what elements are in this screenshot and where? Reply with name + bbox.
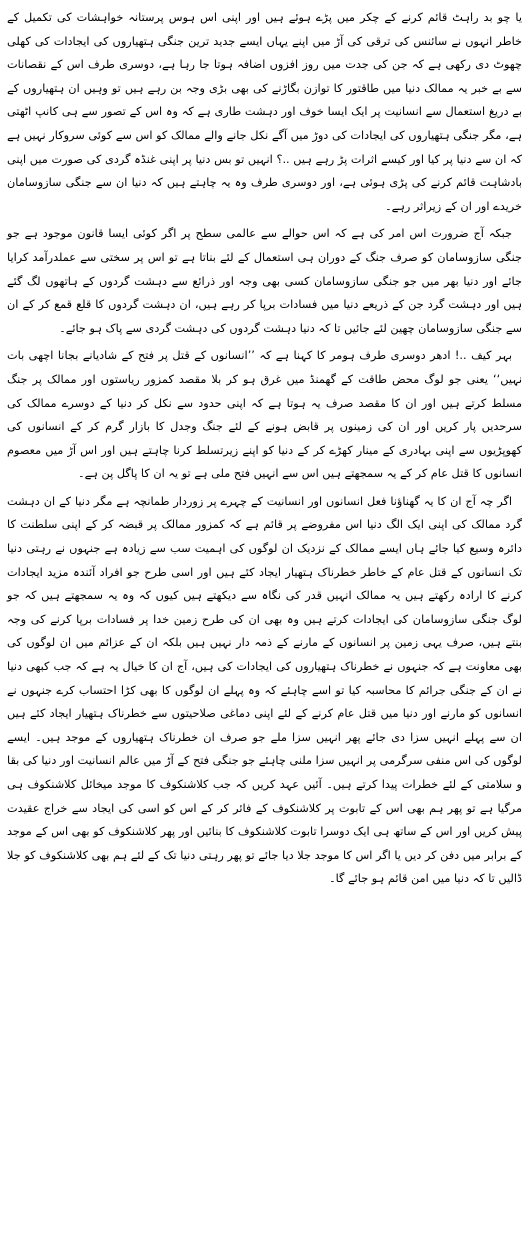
paragraph-4: اگر چہ آج ان کا یہ گھناؤنا فعل انسانوں اور انسانیت کے چہرے پر زوردار طمانچہ ہے مگر دنیا کے ان دہشت گرد ممالک کی اپنی ایک الگ دنیا اس مفروضے پر قائم ہے کہ کمزور ممالک پر قبضہ کر کے اپنی سلطنت کا دائرہ وسیع کیا جائے ہاں ایسے ممالک کے نزدیک ان لوگوں کی اہمیت سب سے زیادہ ہے جنہوں نے رہتی دنیا تک انسانوں کے قتل عام کے خاطر خطرناک ہتھیار ایجاد کئے ہیں اور اسی طرح جو افراد آئندہ مزید ایجادات کرنے کا ارادہ رکھتے ہیں یہ ممالک انہیں قدر کی نگاہ سے دیکھتے ہیں کیوں کہ وہ یہ سمجھتے ہیں کہ جو لوگ جنگی سازوسامان کی ایجادات کرتے ہیں وہ بھی ان کی طرح زمین خدا پر فسادات برپا کرنے کی وجہ بنتے ہیں، صرف یہی زمین پر انسانوں کے مارنے کے ذمہ دار نہیں ہیں بلکہ ان کے عزائم میں ان لوگوں کی بھی معاونت ہے کہ جنہوں نے خطرناک ہتھیاروں کی ایجادات کی ہیں، آج ان کا خیال یہ ہے کہ جب کبھی دنیا نے ان کے جنگی جرائم کا محاسبہ کیا تو اسے چاہئے کہ وہ پہلے ان لوگوں کا بھی کڑا احتساب کرے جنہوں نے انسانوں کو مارنے اور دنیا میں قتل عام کرنے کے لئے اپنی دماغی صلاحیتوں سے خطرناک ہتھیار ایجاد کئے ہیں ان سے پہلے انہیں سزا دی جائے پھر انہیں سزا ملے جو صرف ان خطرناک ہتھیاروں کے موجد ہیں۔ ایسے لوگوں کی اس منفی سرگرمی پر انہیں سزا ملنی چاہئے جو جنگی فتح کے آڑ میں عالم انسانیت اور دنیا کی بقا و سلامتی کے لئے خطرات پیدا کرتے ہیں۔ آئیں عہد کریں کہ جب کلاشنکوف کا موجد میخائل کلاشنکوف ہی مرگیا ہے تو پھر ہم بھی اس کے تابوت پر کلاشنکوف کے فائر کر کے اس کو اسی کی ایجاد سے خراج عقیدت پیش کریں اور اس کے ساتھ ہی ایک دوسرا تابوت کلاشنکوف کا بنائیں اور پھر کلاشنکوف کو بھی اس کے موجد کے برابر میں دفن کر دیں یا اگر اس کا موجد جلا دیا جائے تو پھر رہتی دنیا تک کے لئے ہم بھی کلاشنکوف کو جلا ڈالیں تا کہ دنیا میں امن قائم ہو جائے گا۔ — [7, 494, 522, 886]
paragraph-3: بہر کیف ..! ادھر دوسری طرف ہومر کا کہنا ہے کہ ’’انسانوں کے قتل پر فتح کے شادیانے بجانا اچھی بات نہیں‘‘ یعنی جو لوگ محض طاقت کے گھمنڈ میں غرق ہو کر بلا مقصد کمزور ریاستوں اور ممالک پر جنگ مسلط کرتے ہیں اور ان کا مقصد صرف یہ ہوتا ہے کہ اپنی حدود سے نکل کر دنیا کے دوسرے ممالک کی سرحدیں پار کریں اور ان کی زمینوں پر قابض ہونے کے لئے جنگ وجدل کا بازار گرم کر کے انسانوں کی کھوپڑیوں سے اپنی بہادری کے مینار کھڑے کر کے دنیا کو اپنے زیرتسلط کرنا چاہتے ہیں اور اس آڑ میں معصوم انسانوں کا قتل عام کر کے یہ سمجھتے ہیں اس سے انہیں فتح ملی ہے تو یہ ان کا پاگل پن ہے۔ — [7, 349, 522, 481]
paragraph-2: جبکہ آج ضرورت اس امر کی ہے کہ اس حوالے سے عالمی سطح پر اگر کوئی ایسا قانون موجود ہے جو جنگی سازوسامان کو صرف جنگ کے دوران ہی استعمال کے لئے بناتا ہے تو اس پر سختی سے عملدرآمد کرایا جائے اور دنیا بھر میں جو جنگی سازوسامان کسی بھی وجہ اور ذرائع سے دہشت گردوں کے ہاتھوں لگ گئے ہیں اور دہشت گرد جن کے ذریعے دنیا میں فسادات برپا کر رہے ہیں، ان دہشت گردوں کا قلع قمع کر کے ان سے جنگی سازوسامان چھین لئے جائیں تا کہ دنیا دہشت گردوں کی دہشت گردی سے پاک ہو جائے۔ — [7, 227, 522, 335]
paragraph-1: یا چو بد راہٹ قائم کرنے کے چکر میں پڑے ہوئے ہیں اور اپنی اس ہوس پرستانہ خواہشات کی تکمیل کے خاطر انہوں نے سائنس کی ترقی کی آڑ میں اپنے یہاں ایسے جدید ترین جنگی ہتھیاروں کی ایجادات کی کھلی چھوٹ دی رکھی ہے کہ جن کی جدت میں روز افزوں اضافہ ہوتا جا رہا ہے، دوسری طرف اس کے نقصانات سے بے خبر یہ ممالک دنیا میں طاقتور کا توازن بگاڑنے کی بھی بڑی وجہ بن رہے ہیں تو وہیں ان ہتھیاروں کے بے دریغ استعمال سے انسانیت پر ایک ایسا خوف اور دہشت طاری ہے کہ وہ اس کے تصور سے ہی کانپ اٹھتی ہے، مگر جنگی ہتھیاروں کی ایجادات کی دوڑ میں آگے نکل جانے والے ممالک کو اس سے کوئی سروکار نہیں ہے کہ ان سے دنیا پر کیا اور کیسے اثرات پڑ رہے ہیں ..؟ انہیں تو بس دنیا پر اپنی غنڈہ گردی کی صورت میں اپنی بادشاہت قائم کرنے کی پڑی ہوئی ہے، اور دوسری طرف وہ یہ چاہتے ہیں کہ دنیا ان سے جنگی سازوسامان خریدے اور ان کے زیراثر رہے۔ — [7, 11, 522, 213]
